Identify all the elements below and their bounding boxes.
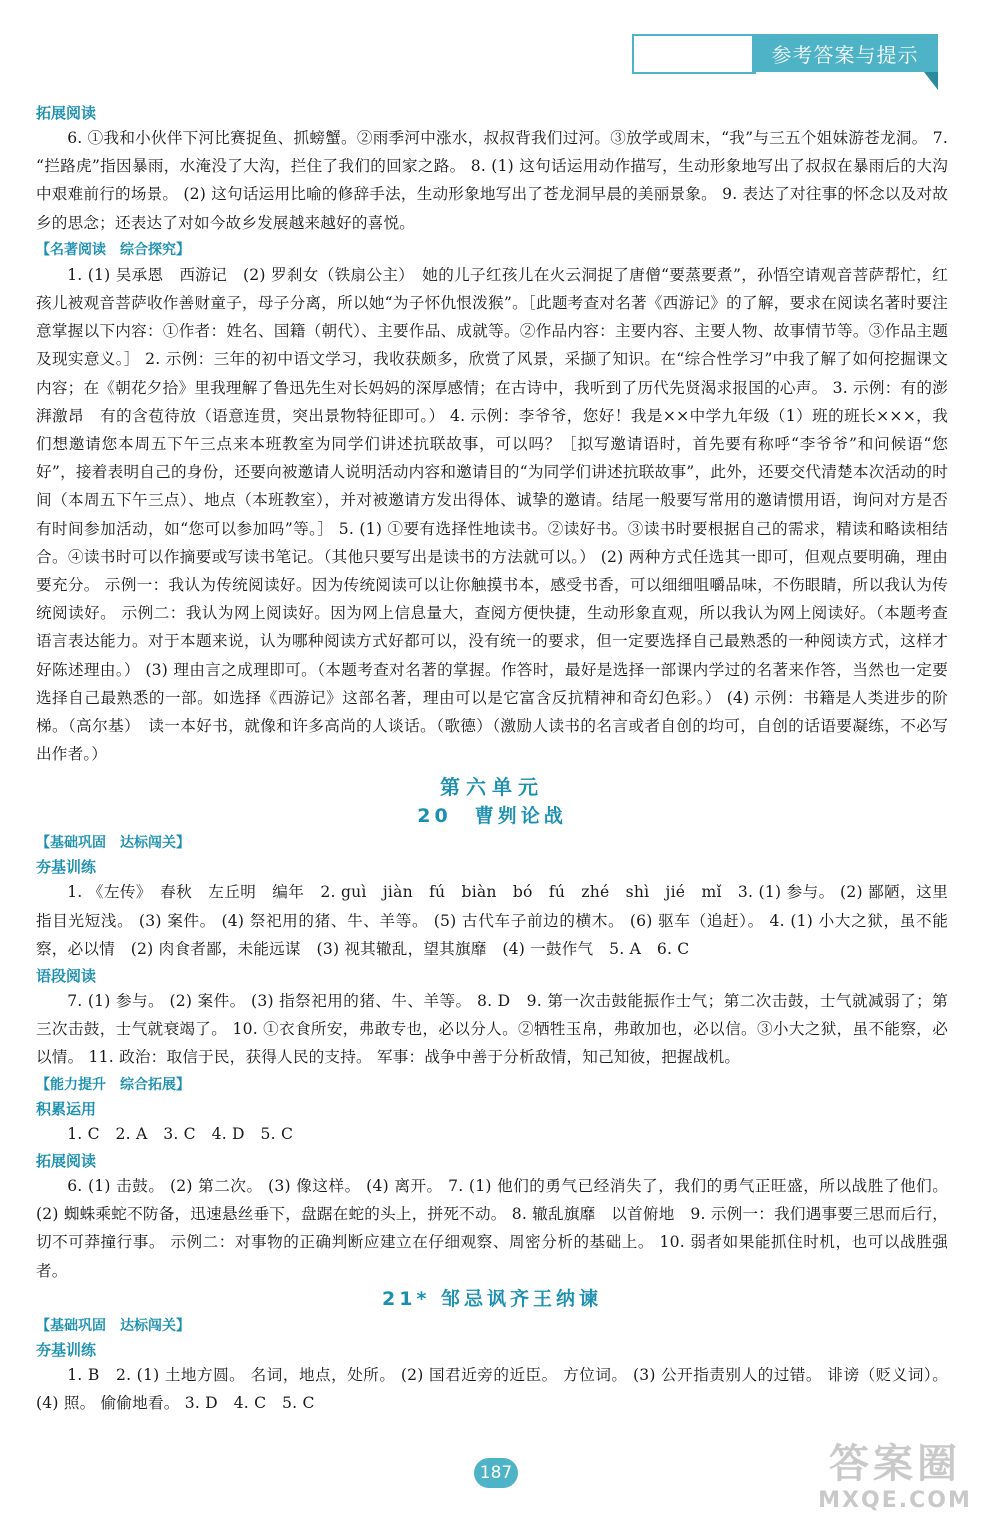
answer-paragraph: 6. (1) 击鼓。 (2) 第二次。 (3) 像这样。 (4) 离开。 7. (1) 他们的勇气已经消失了，我们的勇气正旺盛，所以战胜了他们。 (2) 蜘蛛乘蛇不防备，迅速悬丝垂下，盘踞在蛇的头上，拼死不动。 8. 辙乱旗靡 以首俯地 9. 示例一：我们遇事要三思而后行，切不可莽撞行事。 示例二：对事物的正确判断应建立在仔细观察、周密分析的基础上。 10. 弱者如果能抓住时机，也可以战胜强者。 [36,1176,948,1280]
section-bracket-heading: 【基础巩固 达标闯关】 [36,835,190,852]
section-bracket-heading: 【名著阅读 综合探究】 [36,241,190,258]
section-heading: 拓展阅读 [36,1151,97,1170]
header-title: 参考答案与提示 [752,34,938,72]
answer-paragraph: 1. B 2. (1) 土地方圆。 名词，地点，处所。 (2) 国君近旁的近臣。 方位词。 (3) 公开指责别人的过错。 诽谤（贬义词）。 (4) 照。 偷偷地看。 3. D 4. C 5. C [36,1365,948,1412]
answer-paragraph: 6. ①我和小伙伴下河比赛捉鱼、抓螃蟹。②雨季河中涨水，叔叔背我们过河。③放学或周末，“我”与三五个姐妹游苍龙洞。 7. “拦路虎”指因暴雨，水淹没了大沟，拦住了我们的回家之路。 8. (1) 这句话运用动作描写，生动形象地写出了叔叔在暴雨后的大沟中艰难前行的场景。 (2) 这句话运用比喻的修辞手法，生动形象地写出了苍龙洞早晨的美丽景象。 9. 表达了对往事的怀念以及对故乡的思念；还表达了对如今故乡发展越来越好的喜悦。 [36,129,948,232]
answer-paragraph: 1. (1) 吴承恩 西游记 (2) 罗刹女（铁扇公主） 她的儿子红孩儿在火云洞捉了唐僧“要蒸要煮”，孙悟空请观音菩萨帮忙，红孩儿被观音菩萨收作善财童子，母子分离，所以她“为子怀仇恨泼猴”。［此题考查对名著《西游记》的了解，要求在阅读名著时要注意掌握以下内容：①作者：姓名、国籍（朝代）、主要作品、成就等。②作品内容：主要内容、主要人物、故事情节等。③作品主题及现实意义。］ 2. 示例：三年的初中语文学习，我收获颇多，欣赏了风景，采撷了知识。在“综合性学习”中我了解了如何挖掘课文内容；在《朝花夕拾》里我理解了鲁迅先生对长妈妈的深厚感情；在古诗中，我听到了历代先贤渴求报国的心声。 3. 示例：有的澎湃激昂 有的含苞待放（语意连贯，突出景物特征即可。） 4. 示例：李爷爷，您好！我是××中学九年级（1）班的班长×××，我们想邀请您本周五下午三点来本班教室为同学们讲述抗联故事，可以吗？［拟写邀请语时，首先要有称呼“李爷爷”和问候语“您好”，接着表明自己的身份，还要向被邀请人说明活动内容和邀请目的“为同学们讲述抗联故事”，此外，还要交代清楚本次活动的时间（本周五下午三点）、地点（本班教室），并对被邀请方发出得体、诚挚的邀请。结尾一般要写常用的邀请惯用语，询问对方是否有时间参加活动，如“您可以参加吗”等。］ 5. (1) ①要有选择性地读书。②读好书。③读书时要根据自己的需求，精读和略读相结合。④读书时可以作摘要或写读书笔记。（其他只要写出是读书的方法就可以。） (2) 两种方式任选其一即可，但观点要明确，理由要充分。 示例一：我认为传统阅读好。因为传统阅读可以让你触摸书本，感受书香，可以细细咀嚼品味，不伤眼睛，所以我认为传统阅读好。 示例二：我认为网上阅读好。因为网上信息量大，查阅方便快捷，生动形象直观，所以我认为网上阅读好。（本题考查语言表达能力。对于本题来说，认为哪种阅读方式好都可以，没有统一的要求，但一定要选择自己最熟悉的一种阅读方式，这样才好陈述理由。） (3) 理由言之成理即可。（本题考查对名著的掌握。作答时，最好是选择一部课内学过的名著来作答，当然也一定要选择自己最熟悉的一部。如选择《西游记》这部名著，理由可以是它富含反抗精神和奇幻色彩。） (4) 示例：书籍是人类进步的阶梯。（高尔基） 读一本好书，就像和许多高尚的人谈话。（歌德）（激励人读书的名言或者自创的均可，自创的话语要凝练，不必写出作者。） [36,265,948,764]
section-heading: 语段阅读 [36,967,97,986]
section-heading: 积累运用 [36,1099,97,1118]
header-frame [632,34,756,74]
answer-paragraph: 1. C 2. A 3. C 4. D 5. C [67,1124,294,1143]
section-heading: 夯基训练 [36,1340,97,1359]
lesson-title: 21* 邹忌讽齐王纳谏 [382,1287,602,1310]
section-bracket-heading: 【能力提升 综合拓展】 [36,1076,190,1093]
answer-content [36,100,948,1417]
unit-title: 第六单元 [440,775,544,800]
watermark-logo: 答案圈 MXQE.COM [818,1441,972,1513]
page-number: 187 [474,1458,518,1488]
header-tab-tail [924,72,938,90]
section-bracket-heading: 【基础巩固 达标闯关】 [36,1317,190,1334]
section-heading: 拓展阅读 [36,104,97,122]
lesson-title: 20 曹刿论战 [417,805,567,828]
section-heading: 夯基训练 [36,858,97,877]
answer-paragraph: 1. 《左传》 春秋 左丘明 编年 2. guì jiàn fú biàn bó fú zhé shì jié mǐ 3. (1) 参与。 (2) 鄙陋，这里指目光短浅。 (3) 案件。 (4) 祭祀用的猪、牛、羊等。 (5) 古代车子前边的横木。 (6) 驱车（追赶）。 4. (1) 小大之狱，虽不能察，必以情 (2) 肉食者鄙，未能远谋 (3) 视其辙乱，望其旗靡 (4) 一鼓作气 5. A 6. C [36,883,948,958]
answer-paragraph: 7. (1) 参与。 (2) 案件。 (3) 指祭祀用的猪、牛、羊等。 8. D 9. 第一次击鼓能振作士气；第二次击鼓，士气就减弱了；第三次击鼓，士气就衰竭了。 10. ①衣食所安，弗敢专也，必以分人。②牺牲玉帛，弗敢加也，必以信。③小大之狱，虽不能察，必以情。 11. 政治：取信于民，获得人民的支持。 军事：战争中善于分析敌情，知己知彼，把握战机。 [36,992,948,1067]
